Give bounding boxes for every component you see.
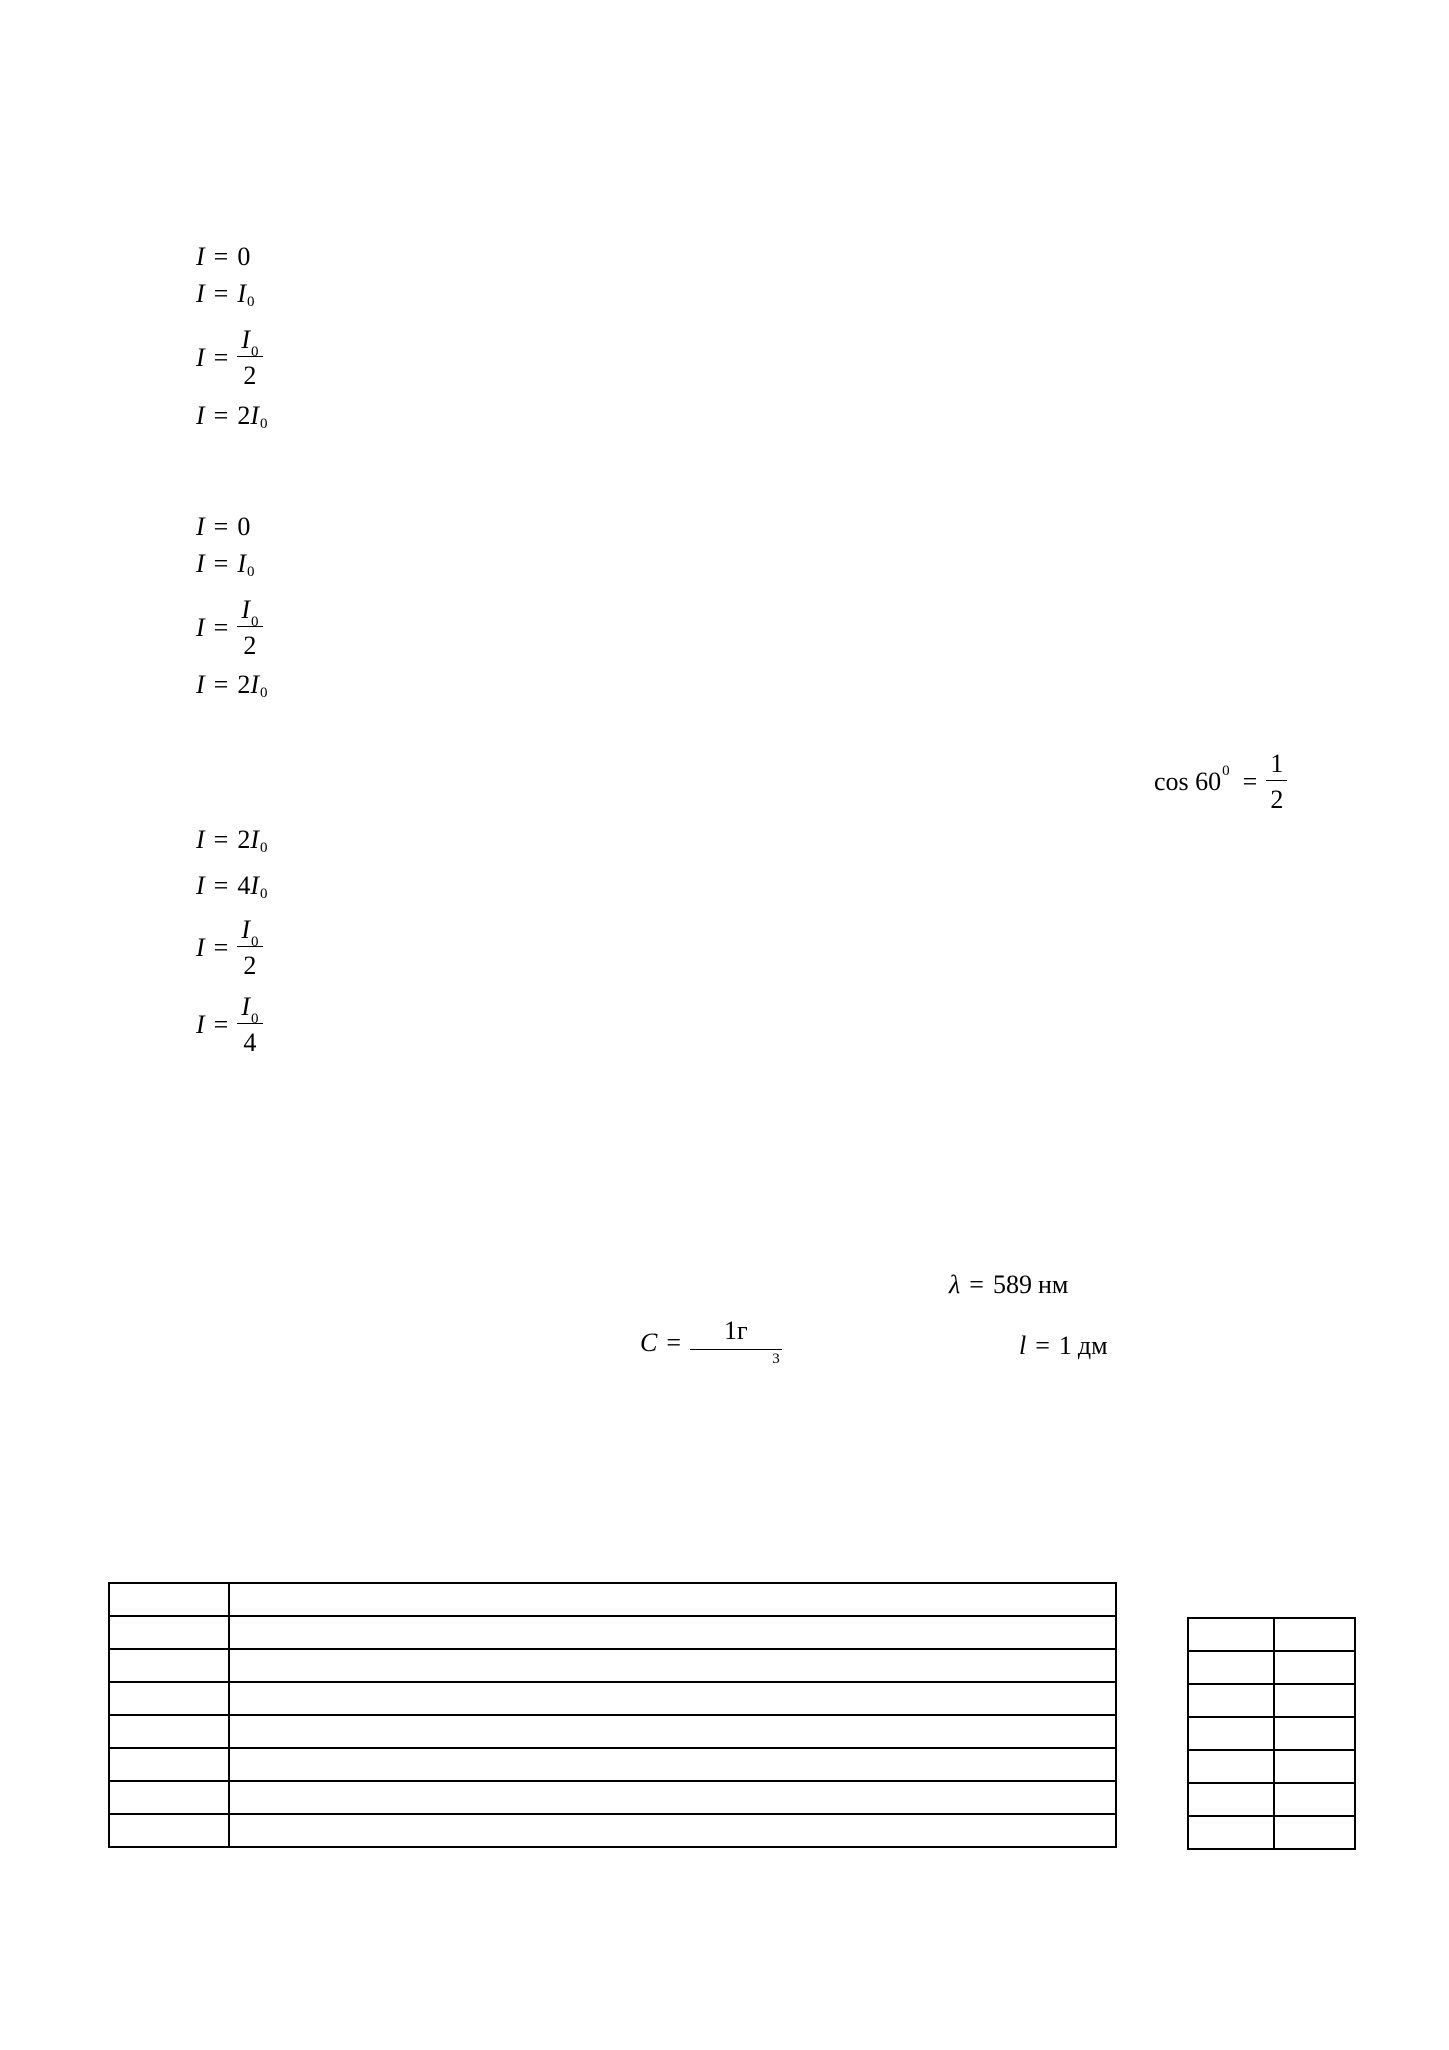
table-cell	[229, 1814, 1116, 1847]
table-row	[109, 1649, 1116, 1682]
denominator: 2	[243, 951, 257, 981]
answer-table	[108, 1582, 1117, 1848]
eq-cos60	[1154, 750, 1287, 814]
equals-sign: =	[666, 1327, 682, 1357]
table-row	[1188, 1783, 1355, 1816]
var-i0: I	[237, 549, 247, 578]
score-table	[1187, 1617, 1356, 1850]
eq-i-half-1	[196, 326, 263, 390]
table-cell	[229, 1715, 1116, 1748]
eq-i-zero-2	[196, 514, 250, 540]
table-cell	[1188, 1618, 1274, 1651]
var-i0: I	[250, 670, 260, 699]
denominator: 2	[1270, 785, 1284, 815]
eq-i-i0-1	[196, 279, 255, 310]
wavelength-value: 589	[992, 1270, 1032, 1299]
eq-i-half-2	[196, 596, 263, 660]
eq-concentration	[640, 1317, 782, 1368]
l-symbol: l	[1019, 1331, 1027, 1360]
table-row	[1188, 1750, 1355, 1783]
equals-sign: =	[213, 342, 229, 372]
table-cell	[109, 1814, 229, 1847]
var-i: I	[196, 279, 205, 308]
eq-i-quarter-3	[196, 993, 263, 1057]
coefficient: 4	[237, 871, 251, 900]
table-cell	[1188, 1816, 1274, 1849]
unit-label: дм	[1077, 1331, 1108, 1360]
var-i: I	[196, 342, 205, 372]
table-cell	[1274, 1816, 1355, 1849]
equals-sign: =	[1242, 766, 1258, 796]
table-cell	[1274, 1783, 1355, 1816]
equals-sign: =	[213, 279, 229, 308]
table-row	[109, 1814, 1116, 1847]
equals-sign: =	[969, 1270, 984, 1299]
table-cell	[109, 1682, 229, 1715]
subscript: 0	[247, 563, 255, 580]
lambda-symbol: λ	[949, 1270, 961, 1299]
table-cell	[1188, 1651, 1274, 1684]
subscript: 0	[251, 614, 259, 630]
table-cell	[1188, 1750, 1274, 1783]
table-cell	[109, 1715, 229, 1748]
equals-sign: =	[213, 512, 229, 541]
equals-sign: =	[213, 871, 229, 900]
eq-length	[1019, 1333, 1108, 1359]
equals-sign: =	[213, 1009, 229, 1039]
table-row	[109, 1616, 1116, 1649]
numerator: 1г	[690, 1317, 782, 1350]
table-row	[1188, 1684, 1355, 1717]
denominator: 4	[243, 1028, 257, 1058]
subscript: 0	[247, 293, 255, 310]
equals-sign: =	[213, 825, 229, 854]
unit-label: нм	[1037, 1270, 1069, 1299]
subscript: 0	[251, 934, 259, 950]
table-row	[1188, 1651, 1355, 1684]
var-i: I	[196, 825, 205, 854]
subscript: 0	[251, 344, 259, 360]
table-cell	[1274, 1651, 1355, 1684]
coefficient: 2	[237, 670, 251, 699]
var-i0: I	[250, 825, 260, 854]
denominator-exponent: 3	[772, 1351, 780, 1368]
equals-sign: =	[213, 932, 229, 962]
fraction	[690, 1317, 782, 1368]
subscript: 0	[260, 684, 268, 701]
length-value: 1	[1058, 1331, 1072, 1360]
table-row	[1188, 1618, 1355, 1651]
var-i: I	[196, 1009, 205, 1039]
table-cell	[229, 1583, 1116, 1616]
table-cell	[109, 1748, 229, 1781]
var-i: I	[196, 512, 205, 541]
var-i: I	[196, 401, 205, 430]
fraction	[237, 596, 262, 660]
var-i0: I	[241, 595, 251, 624]
table-row	[109, 1715, 1116, 1748]
table-cell	[1274, 1750, 1355, 1783]
table-cell	[229, 1649, 1116, 1682]
degree-superscript: 0	[1222, 763, 1230, 780]
equals-sign: =	[213, 242, 229, 271]
numerator	[237, 325, 262, 360]
var-i0: I	[237, 279, 247, 308]
var-i0: I	[241, 992, 251, 1021]
eq-wavelength	[949, 1272, 1068, 1298]
subscript: 0	[260, 839, 268, 856]
table-cell	[1274, 1717, 1355, 1750]
var-i0: I	[241, 915, 251, 944]
table-row	[109, 1781, 1116, 1814]
equals-sign: =	[213, 401, 229, 430]
table-cell	[229, 1748, 1116, 1781]
table-cell	[109, 1781, 229, 1814]
table-row	[109, 1748, 1116, 1781]
table-row	[109, 1583, 1116, 1616]
table-cell	[109, 1616, 229, 1649]
var-i: I	[196, 932, 205, 962]
subscript: 0	[260, 885, 268, 902]
eq-i-i0-2	[196, 549, 255, 580]
table-cell	[229, 1682, 1116, 1715]
numerator	[237, 992, 262, 1027]
table-row	[109, 1682, 1116, 1715]
var-i: I	[196, 549, 205, 578]
numerator	[237, 595, 262, 630]
c-symbol: C	[640, 1327, 658, 1357]
fraction	[237, 993, 262, 1057]
coefficient: 2	[237, 825, 251, 854]
cos-function: cos 60	[1154, 766, 1222, 796]
table-cell	[1188, 1783, 1274, 1816]
var-i: I	[196, 242, 205, 271]
var-i: I	[196, 612, 205, 642]
eq-i-zero-1	[196, 244, 250, 270]
equals-sign: =	[213, 549, 229, 578]
eq-i-half-3	[196, 916, 263, 980]
var-i: I	[196, 871, 205, 900]
numerator: 1	[1266, 750, 1287, 781]
value: 0	[237, 512, 251, 541]
table-cell	[229, 1616, 1116, 1649]
eq-i-double-1	[196, 401, 268, 432]
equals-sign: =	[1035, 1331, 1050, 1360]
eq-i-double-3	[196, 825, 268, 856]
eq-i-quad-3	[196, 871, 268, 902]
var-i0: I	[250, 871, 260, 900]
eq-i-double-2	[196, 670, 268, 701]
value: 0	[237, 242, 251, 271]
coefficient: 2	[237, 401, 251, 430]
denominator: 2	[243, 361, 257, 391]
fraction	[237, 916, 262, 980]
table-row	[1188, 1717, 1355, 1750]
table-cell	[109, 1649, 229, 1682]
table-cell	[1274, 1618, 1355, 1651]
var-i: I	[196, 670, 205, 699]
var-i0: I	[250, 401, 260, 430]
table-cell	[109, 1583, 229, 1616]
var-i0: I	[241, 325, 251, 354]
table-row	[1188, 1816, 1355, 1849]
table-cell	[229, 1781, 1116, 1814]
table-cell	[1188, 1717, 1274, 1750]
denominator: 2	[243, 631, 257, 661]
subscript: 0	[251, 1011, 259, 1027]
numerator	[237, 915, 262, 950]
subscript: 0	[260, 415, 268, 432]
equals-sign: =	[213, 670, 229, 699]
table-cell	[1274, 1684, 1355, 1717]
equals-sign: =	[213, 612, 229, 642]
table-cell	[1188, 1684, 1274, 1717]
fraction	[237, 326, 262, 390]
fraction	[1266, 750, 1287, 814]
